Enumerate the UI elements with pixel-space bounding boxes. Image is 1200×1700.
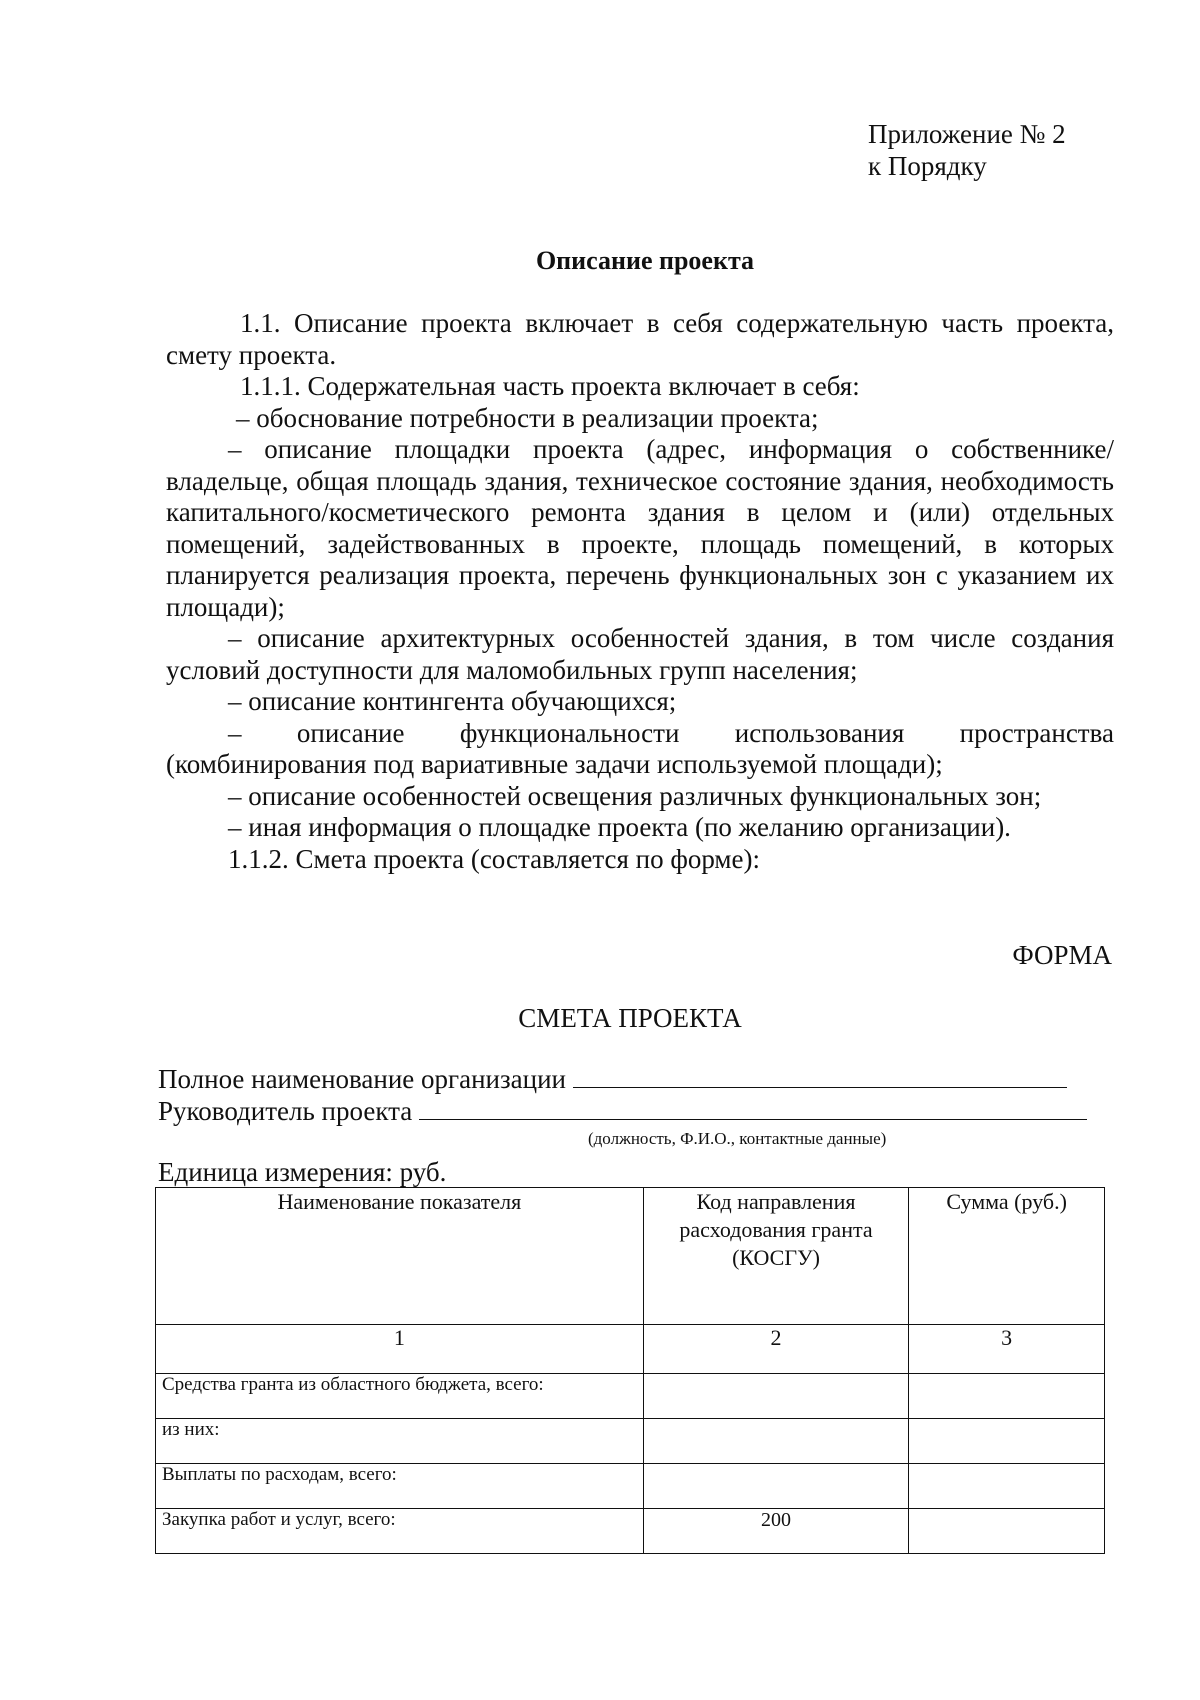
- table-row: [156, 1464, 1105, 1509]
- column-number: 3: [909, 1325, 1105, 1374]
- org-name-field: [158, 1064, 1067, 1095]
- org-name-blank[interactable]: [573, 1065, 1067, 1088]
- row-code[interactable]: [643, 1419, 909, 1464]
- table-row: [156, 1419, 1105, 1464]
- project-head-hint: (должность, Ф.И.О., контактные данные): [588, 1129, 887, 1148]
- header-kosgu: Код направления расходования гранта (КОСГУ): [643, 1188, 909, 1325]
- row-sum[interactable]: [909, 1374, 1105, 1419]
- appendix-number: Приложение № 2: [868, 119, 1066, 149]
- bullet-functionality: – описание функциональности использования пространства (комбинирования под вариативные задачи используемой площади);: [166, 717, 1114, 779]
- row-code[interactable]: 200: [643, 1509, 909, 1554]
- row-code[interactable]: [643, 1464, 909, 1509]
- org-name-label: Полное наименование организации: [158, 1064, 566, 1094]
- table-number-row: [156, 1325, 1105, 1374]
- column-number: 2: [643, 1325, 909, 1374]
- table-row: [156, 1509, 1105, 1554]
- description-body: [166, 308, 1114, 875]
- project-head-label: Руководитель проекта: [158, 1096, 413, 1126]
- bullet-other: – иная информация о площадке проекта (по желанию организации).: [228, 812, 1011, 842]
- estimate-title: СМЕТА ПРОЕКТА: [518, 1003, 742, 1033]
- paragraph-1-1-1: 1.1.1. Содержательная часть проекта включает в себя:: [240, 371, 860, 401]
- table-header-row: [156, 1188, 1105, 1325]
- row-sum[interactable]: [909, 1419, 1105, 1464]
- estimate-table: [155, 1187, 1105, 1554]
- unit-label: Единица измерения: руб.: [158, 1157, 447, 1187]
- paragraph-1-1: 1.1. Описание проекта включает в себя содержательную часть проекта, смету проекта.: [166, 308, 1114, 370]
- table-row: [156, 1374, 1105, 1419]
- document-title: Описание проекта: [535, 246, 755, 275]
- header-indicator: Наименование показателя: [156, 1188, 644, 1325]
- column-number: 1: [156, 1325, 644, 1374]
- row-sum[interactable]: [909, 1464, 1105, 1509]
- bullet-need: – обоснование потребности в реализации проекта;: [236, 402, 819, 433]
- project-head-field: [158, 1096, 1087, 1127]
- bullet-lighting: – описание особенностей освещения различных функциональных зон;: [228, 780, 1042, 811]
- form-label: ФОРМА: [1012, 940, 1112, 970]
- row-name: Средства гранта из областного бюджета, всего:: [156, 1374, 644, 1419]
- header-sum: Сумма (руб.): [909, 1188, 1105, 1325]
- row-name: Выплаты по расходам, всего:: [156, 1464, 644, 1509]
- bullet-architecture: – описание архитектурных особенностей здания, в том числе создания условий доступности для маломобильных групп населения;: [166, 623, 1114, 685]
- bullet-site: – описание площадки проекта (адрес, информация о собственнике/владельце, общая площадь здания, техническое состояние здания, необходимость капитального/косметического ремонта здания в целом и (или) отдельных помещений, задействованных в проекте, площадь помещений, в которых планируется реализация проекта, перечень функциональных зон с указанием их площади);: [166, 434, 1114, 622]
- paragraph-1-1-2: 1.1.2. Смета проекта (составляется по форме):: [228, 843, 760, 874]
- row-name: Закупка работ и услуг, всего:: [156, 1509, 644, 1554]
- row-code[interactable]: [643, 1374, 909, 1419]
- appendix-note: [868, 118, 1066, 182]
- appendix-reference: к Порядку: [868, 151, 987, 181]
- project-head-blank[interactable]: [419, 1097, 1087, 1120]
- row-sum[interactable]: [909, 1509, 1105, 1554]
- row-name: из них:: [156, 1419, 644, 1464]
- bullet-students: – описание контингента обучающихся;: [228, 686, 677, 716]
